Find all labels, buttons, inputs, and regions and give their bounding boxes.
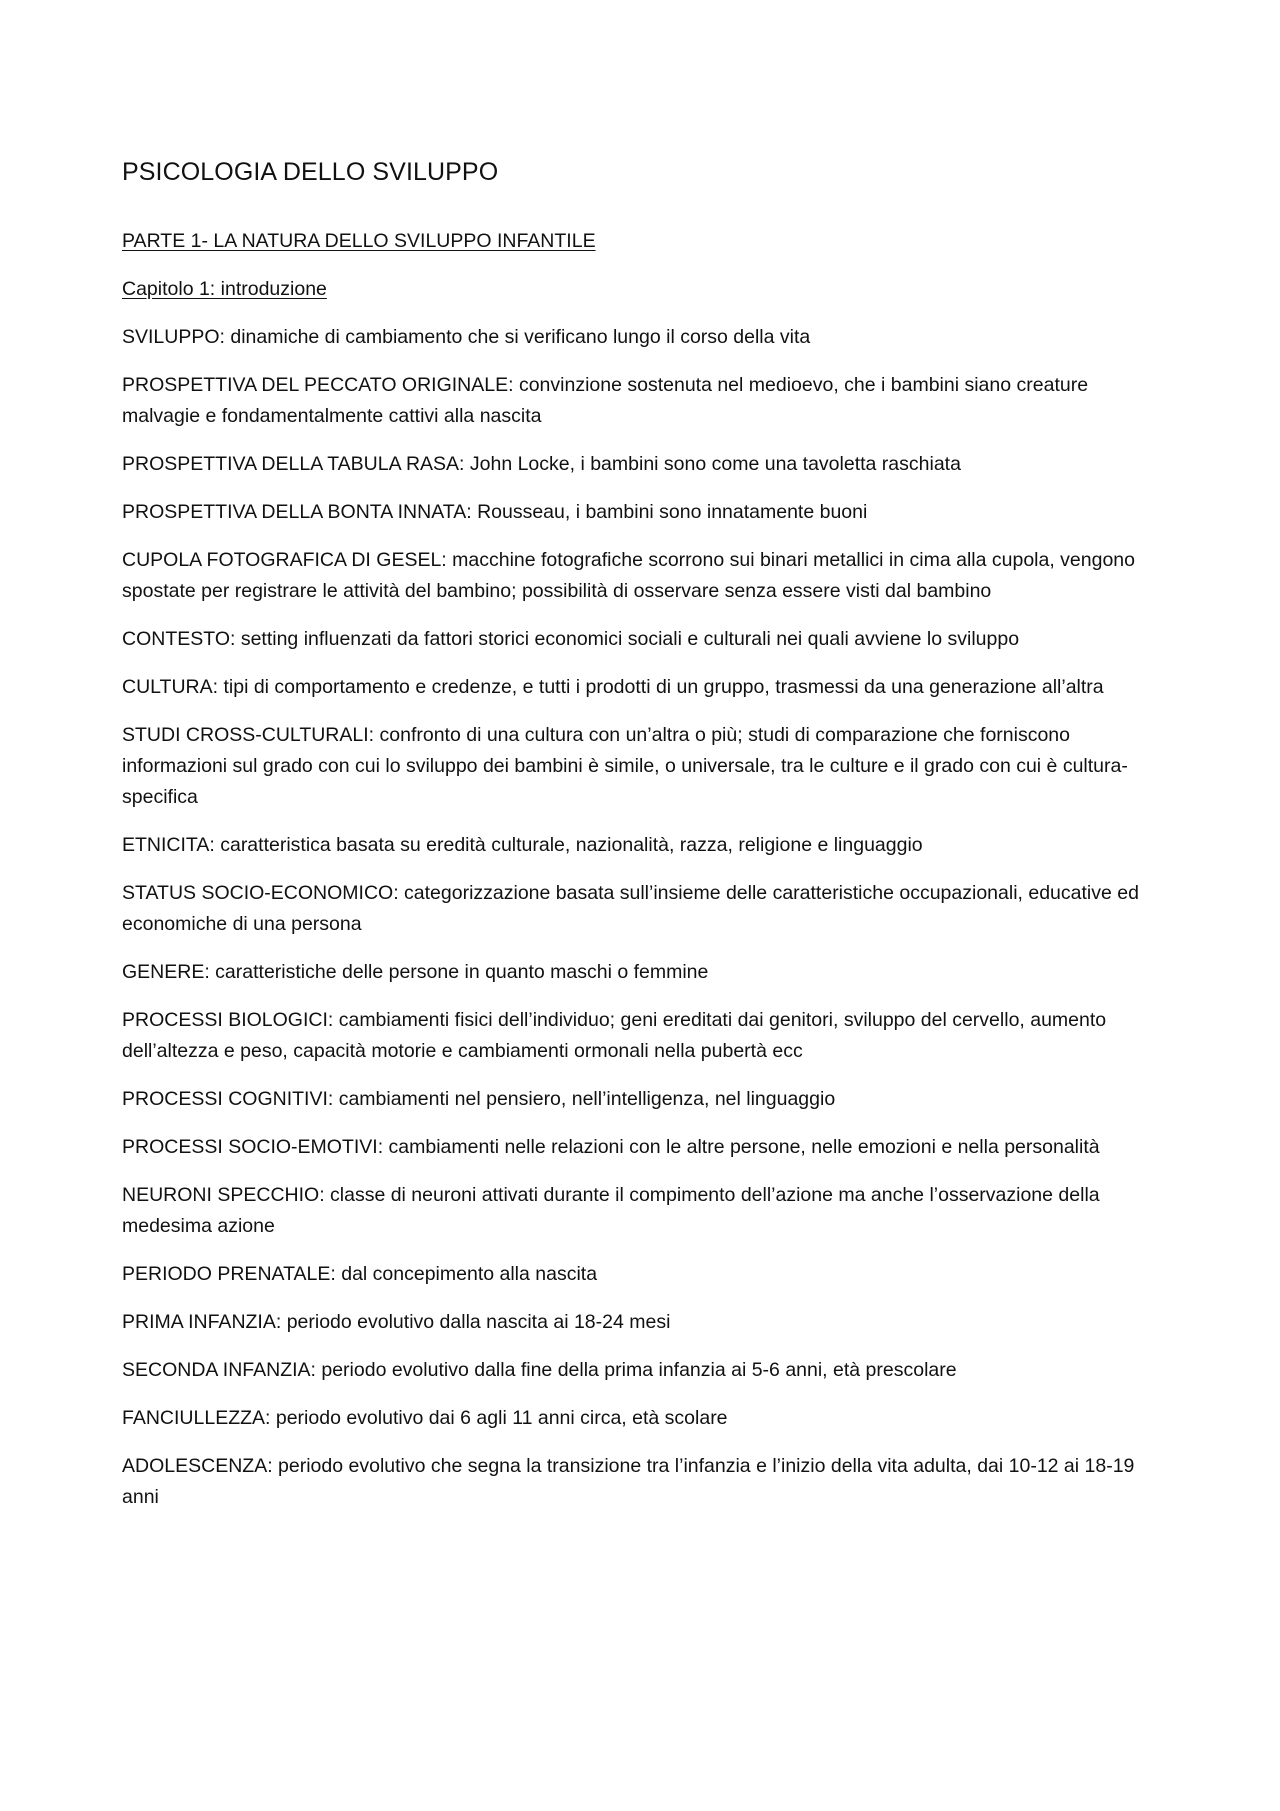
- chapter-heading: Capitolo 1: introduzione: [122, 278, 327, 300]
- definition-entry: ETNICITA: caratteristica basata su eredità culturale, nazionalità, razza, religione e linguaggio: [122, 834, 923, 856]
- definition-entry: SVILUPPO: dinamiche di cambiamento che si verificano lungo il corso della vita: [122, 326, 811, 348]
- definition-entry: FANCIULLEZZA: periodo evolutivo dai 6 agli 11 anni circa, età scolare: [122, 1407, 728, 1429]
- definition-entry: PERIODO PRENATALE: dal concepimento alla nascita: [122, 1263, 598, 1285]
- document-body: [122, 152, 1167, 1530]
- document-title: PSICOLOGIA DELLO SVILUPPO: [122, 158, 499, 186]
- definition-entry: NEURONI SPECCHIO: classe di neuroni attivati durante il compimento dell’azione ma anche l’osservazione della medesima azione: [122, 1184, 1100, 1237]
- definition-entry: STUDI CROSS-CULTURALI: confronto di una cultura con un’altra o più; studi di comparazione che forniscono informazioni sul grado con cui lo sviluppo dei bambini è simile, o universale, tra le culture e il grado con cui è cultura-specifica: [122, 724, 1128, 808]
- definition-entry: PROSPETTIVA DEL PECCATO ORIGINALE: convinzione sostenuta nel medioevo, che i bambini siano creature malvagie e fondamentalmente cattivi alla nascita: [122, 374, 1089, 427]
- part-heading: PARTE 1- LA NATURA DELLO SVILUPPO INFANTILE: [122, 230, 596, 252]
- definition-entry: PROCESSI SOCIO-EMOTIVI: cambiamenti nelle relazioni con le altre persone, nelle emozioni e nella personalità: [122, 1136, 1100, 1158]
- definition-entry: PROCESSI BIOLOGICI: cambiamenti fisici dell’individuo; geni ereditati dai genitori, sviluppo del cervello, aumento dell’altezza e peso, capacità motorie e cambiamenti ormonali nella pubertà ecc: [122, 1009, 1107, 1062]
- definition-entry: CONTESTO: setting influenzati da fattori storici economici sociali e culturali nei quali avviene lo sviluppo: [122, 628, 1020, 650]
- definition-entry: CULTURA: tipi di comportamento e credenze, e tutti i prodotti di un gruppo, trasmessi da una generazione all’altra: [122, 676, 1104, 698]
- definition-entry: PROCESSI COGNITIVI: cambiamenti nel pensiero, nell’intelligenza, nel linguaggio: [122, 1088, 836, 1110]
- definition-entry: PRIMA INFANZIA: periodo evolutivo dalla nascita ai 18-24 mesi: [122, 1311, 671, 1333]
- definition-entry: SECONDA INFANZIA: periodo evolutivo dalla fine della prima infanzia ai 5-6 anni, età prescolare: [122, 1359, 957, 1381]
- definition-entry: PROSPETTIVA DELLA TABULA RASA: John Locke, i bambini sono come una tavoletta raschiata: [122, 453, 961, 475]
- definition-entry: STATUS SOCIO-ECONOMICO: categorizzazione basata sull’insieme delle caratteristiche occupazionali, educative ed economiche di una persona: [122, 882, 1139, 935]
- definition-entry: ADOLESCENZA: periodo evolutivo che segna la transizione tra l’infanzia e l’inizio della vita adulta, dai 10-12 ai 18-19 anni: [122, 1455, 1135, 1508]
- definition-entry: CUPOLA FOTOGRAFICA DI GESEL: macchine fotografiche scorrono sui binari metallici in cima alla cupola, vengono spostate per registrare le attività del bambino; possibilità di osservare senza essere visti dal bambino: [122, 549, 1135, 602]
- definition-entry: GENERE: caratteristiche delle persone in quanto maschi o femmine: [122, 961, 709, 983]
- definition-entry: PROSPETTIVA DELLA BONTA INNATA: Rousseau, i bambini sono innatamente buoni: [122, 501, 868, 523]
